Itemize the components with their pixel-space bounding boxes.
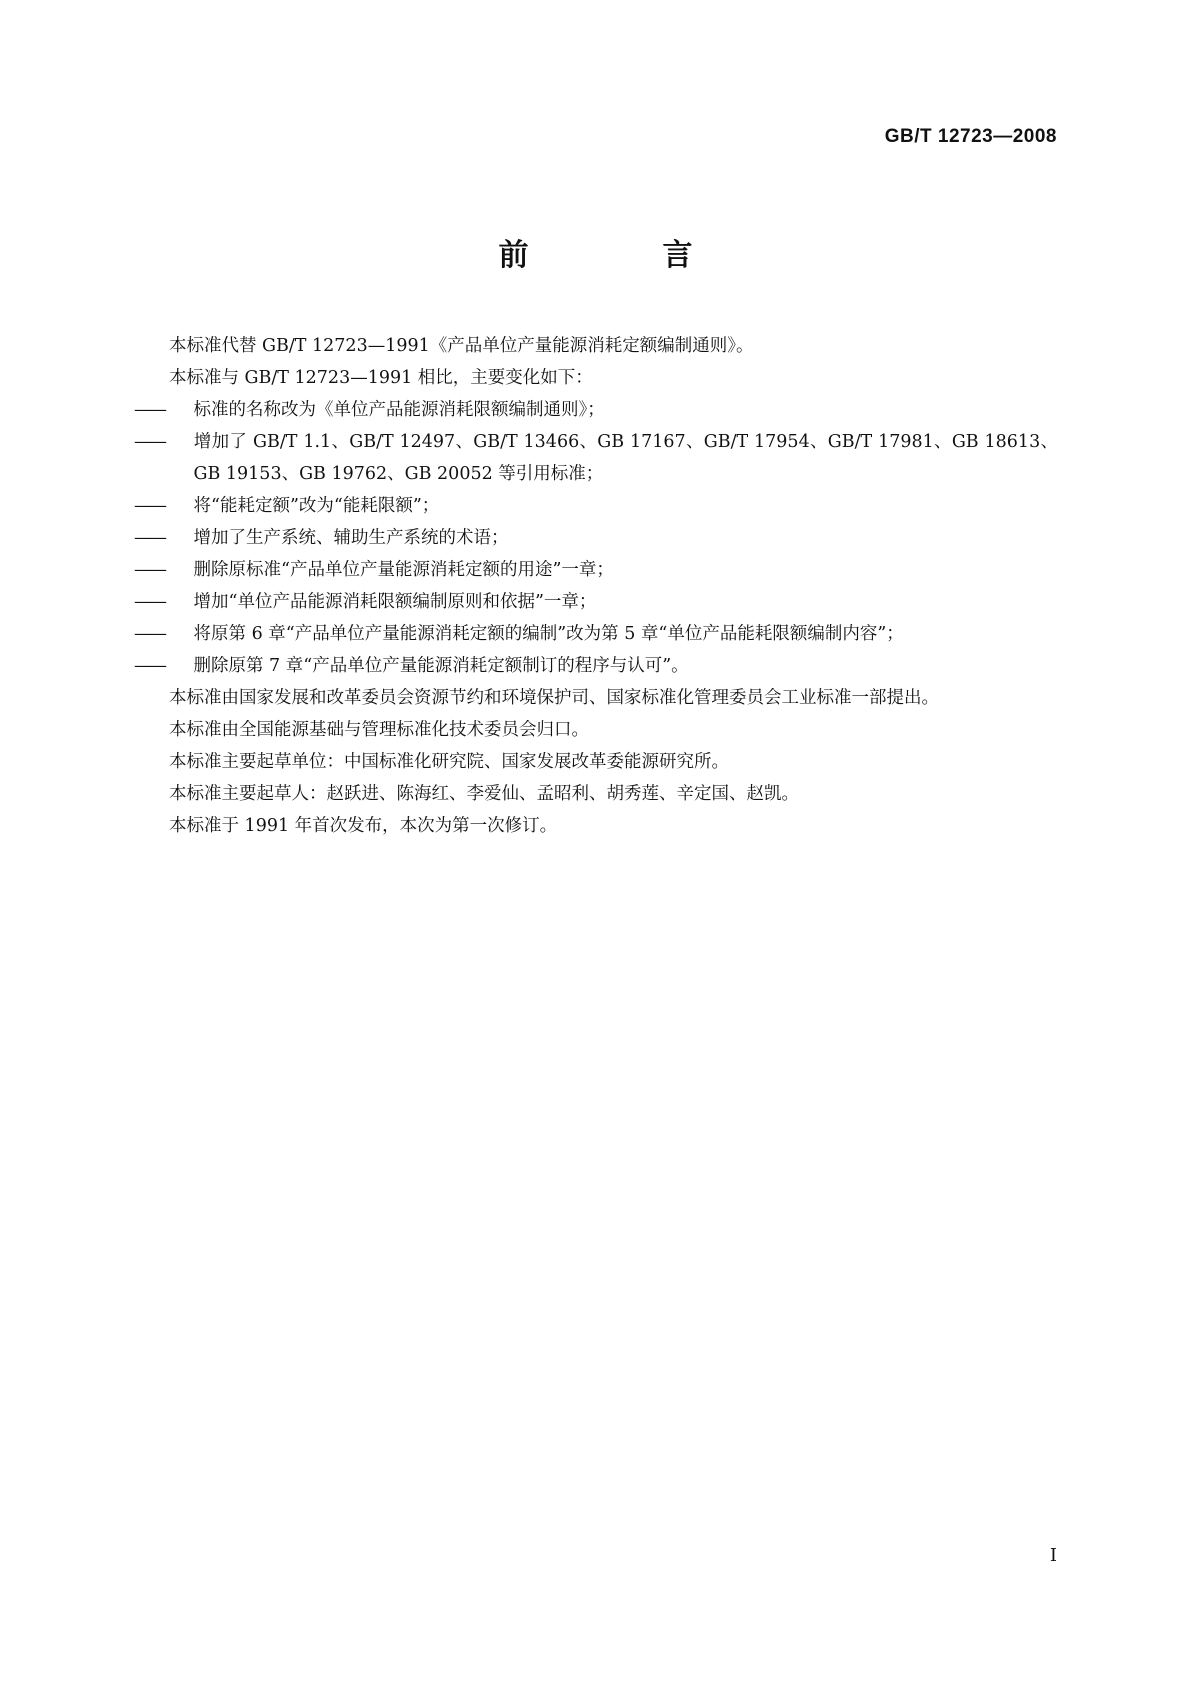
dash-marker: —— <box>134 400 165 420</box>
dash-marker: —— <box>134 528 165 548</box>
change-item <box>134 618 1058 650</box>
committee-paragraph: 本标准由全国能源基础与管理标准化技术委员会归口。 <box>169 720 589 740</box>
drafters-paragraph: 本标准主要起草人：赵跃进、陈海红、李爱仙、孟昭利、胡秀莲、辛定国、赵凯。 <box>169 784 799 804</box>
change-item <box>134 586 1058 618</box>
change-item-text: 将“能耗定额”改为“能耗限额”； <box>193 496 440 516</box>
history-paragraph: 本标准于 1991 年首次发布，本次为第一次修订。 <box>169 816 558 836</box>
dash-marker: —— <box>134 592 165 612</box>
dash-marker: —— <box>134 432 165 452</box>
change-item-text: 将原第 6 章“产品单位产量能源消耗定额的编制”改为第 5 章“单位产品能耗限额编制内容”； <box>193 624 904 644</box>
standard-number: GB/T 12723—2008 <box>884 126 1057 147</box>
page-title: 前 言 <box>498 238 745 273</box>
dash-marker: —— <box>134 656 165 676</box>
change-item <box>134 554 1058 586</box>
drafting-units-paragraph: 本标准主要起草单位：中国标准化研究院、国家发展改革委能源研究所。 <box>169 752 729 772</box>
proposer-paragraph: 本标准由国家发展和改革委员会资源节约和环境保护司、国家标准化管理委员会工业标准一部提出。 <box>169 688 939 708</box>
page-number: I <box>1049 1545 1057 1566</box>
change-item <box>134 650 1058 682</box>
change-item <box>134 394 1058 426</box>
dash-marker: —— <box>134 560 165 580</box>
change-item-text: 删除原第 7 章“产品单位产量能源消耗定额制订的程序与认可”。 <box>193 656 689 676</box>
change-item-text: 删除原标准“产品单位产量能源消耗定额的用途”一章； <box>193 560 614 580</box>
change-item <box>134 522 1058 554</box>
change-item-text: 增加“单位产品能源消耗限额编制原则和依据”一章； <box>193 592 597 612</box>
dash-marker: —— <box>134 624 165 644</box>
change-item-text: 增加了 GB/T 1.1、GB/T 12497、GB/T 13466、GB 17167、GB/T 17954、GB/T 17981、GB 18613、GB 19153、GB 19762、GB 20052 等引用标准； <box>193 432 1058 484</box>
intro-paragraph-replaces: 本标准代替 GB/T 12723—1991《产品单位产量能源消耗定额编制通则》。 <box>169 336 754 356</box>
change-item <box>134 490 1058 522</box>
foreword-body <box>134 330 1058 842</box>
change-item-text: 标准的名称改为《单位产品能源消耗限额编制通则》； <box>193 400 605 420</box>
change-item <box>134 426 1058 490</box>
changes-list <box>134 394 1058 682</box>
change-item-text: 增加了生产系统、辅助生产系统的术语； <box>193 528 509 548</box>
intro-paragraph-changes: 本标准与 GB/T 12723—1991 相比，主要变化如下： <box>169 368 593 388</box>
dash-marker: —— <box>134 496 165 516</box>
